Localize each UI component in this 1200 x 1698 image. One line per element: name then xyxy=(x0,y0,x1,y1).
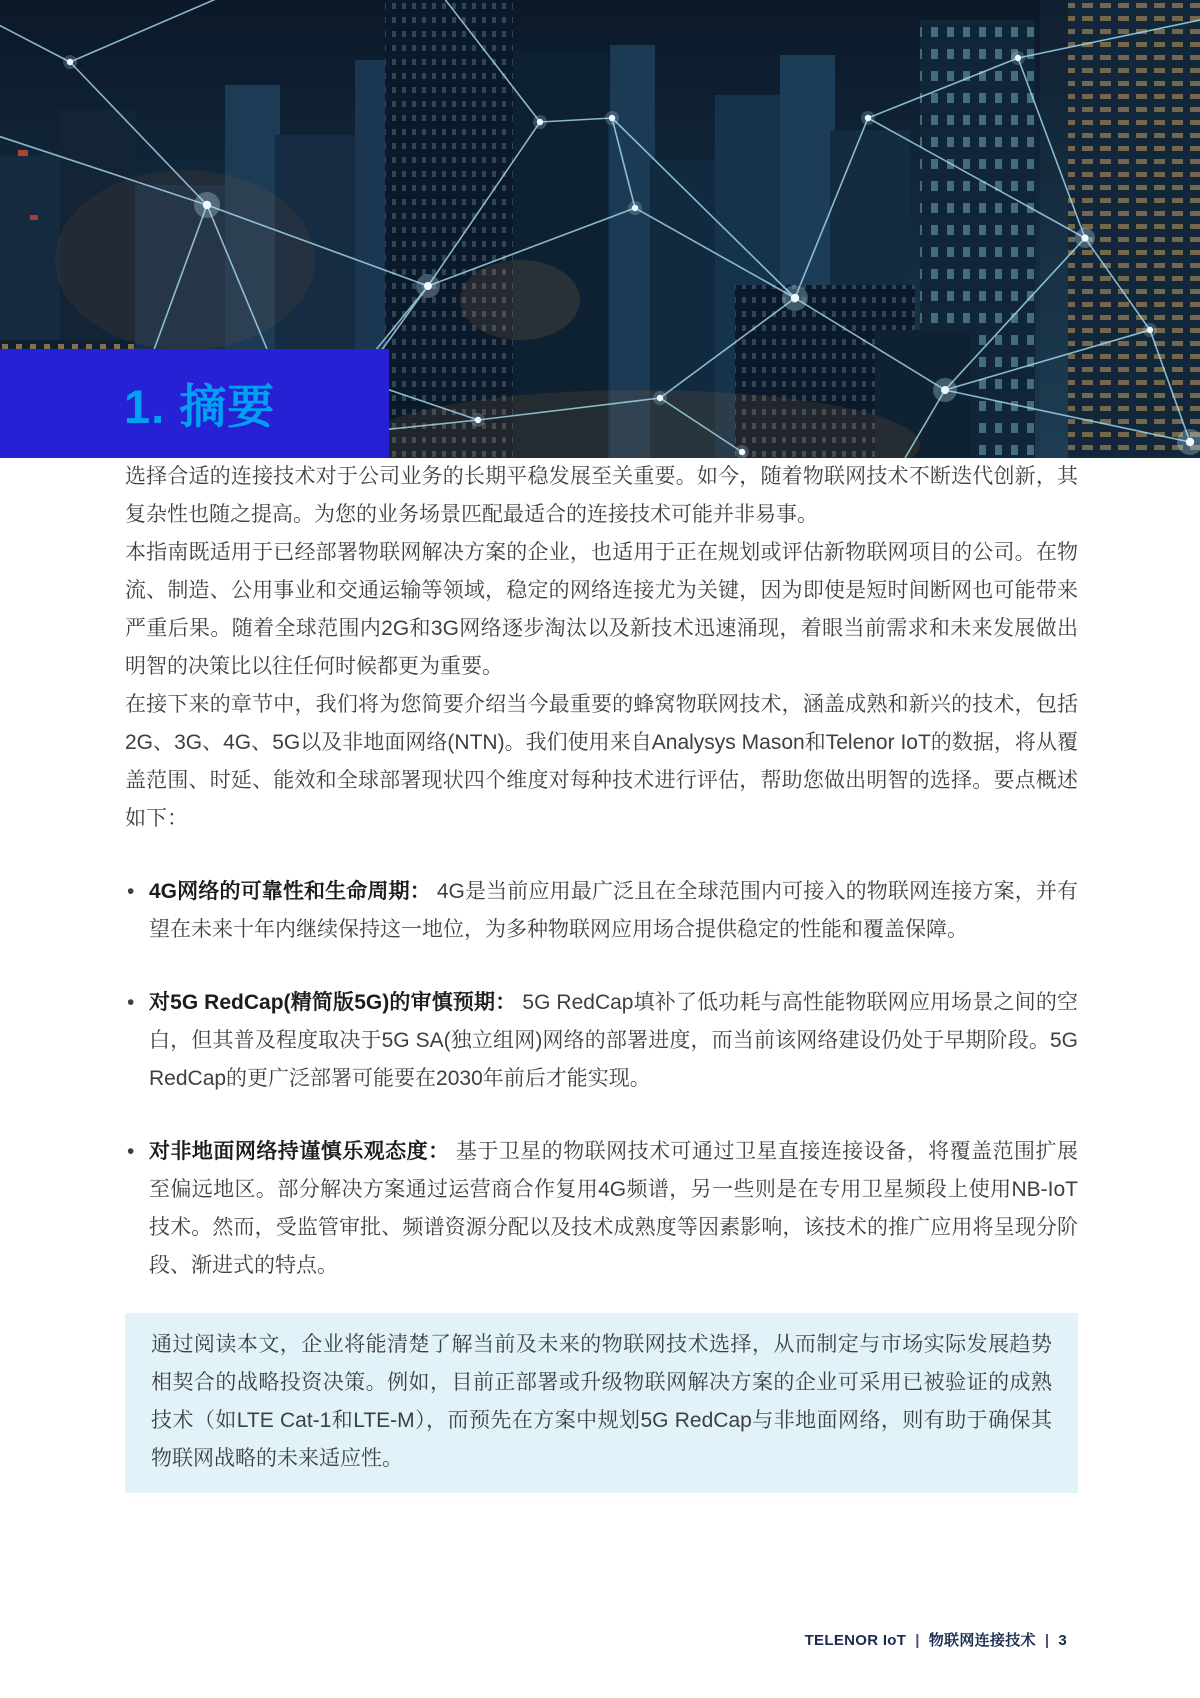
bullet-text: 4G是当前应用最广泛且在全球范围内可接入的物联网连接方案，并有望在未来十年内继续保持这一地位，为多种物联网应用场合提供稳定的性能和覆盖保障。 xyxy=(149,880,1079,941)
bullet-lead: 4G网络的可靠性和生命周期： xyxy=(149,880,431,903)
bullet-lead: 对非地面网络持谨慎乐观态度： xyxy=(149,1140,450,1163)
paragraph-chapter-preview: 在接下来的章节中，我们将为您简要介绍当今最重要的蜂窝物联网技术，涵盖成熟和新兴的技术，包括2G、3G、4G、5G以及非地面网络(NTN)。我们使用来自Analysys Mason和Telenor IoT的数据，将从覆盖范围、时延、能效和全球部署现状四个维度对每种技术进行评估，帮助您做出明智的选择。要点概述如下： xyxy=(125,693,1078,830)
footer-page-number: 3 xyxy=(1058,1632,1067,1649)
key-points-list xyxy=(125,873,1078,1285)
bullet-icon: • xyxy=(127,1140,135,1163)
page-content xyxy=(125,458,1078,1493)
bullet-icon: • xyxy=(127,991,135,1014)
bullet-lead: 对5G RedCap(精简版5G)的审慎预期： xyxy=(149,991,517,1014)
callout-box xyxy=(125,1313,1078,1493)
footer-separator: | xyxy=(1044,1632,1050,1649)
footer-brand: TELENOR IoT xyxy=(804,1632,907,1649)
list-item-ntn xyxy=(125,1133,1078,1285)
page-footer xyxy=(805,1629,1067,1650)
footer-doc-title: 物联网连接技术 xyxy=(928,1632,1036,1649)
paragraph-intro: 选择合适的连接技术对于公司业务的长期平稳发展至关重要。如今，随着物联网技术不断迭代创新，其复杂性也随之提高。为您的业务场景匹配最适合的连接技术可能并非易事。 xyxy=(125,465,1078,526)
paragraph-guide-scope: 本指南既适用于已经部署物联网解决方案的企业，也适用于正在规划或评估新物联网项目的公司。在物流、制造、公用事业和交通运输等领域，稳定的网络连接尤为关键，因为即使是短时间断网也可能带来严重后果。随着全球范围内2G和3G网络逐步淘汰以及新技术迅速涌现，着眼当前需求和未来发展做出明智的决策比以往任何时候都更为重要。 xyxy=(125,541,1078,678)
section-banner xyxy=(0,349,389,458)
callout-text: 通过阅读本文，企业将能清楚了解当前及未来的物联网技术选择，从而制定与市场实际发展趋势相契合的战略投资决策。例如，目前正部署或升级物联网解决方案的企业可采用已被验证的成熟技术（如LTE Cat-1和LTE-M），而预先在方案中规划5G RedCap与非地面网络，则有助于确保其物联网战略的未来适应性。 xyxy=(151,1333,1052,1470)
bullet-text: 5G RedCap填补了低功耗与高性能物联网应用场景之间的空白，但其普及程度取决于5G SA(独立组网)网络的部署进度，而当前该网络建设仍处于早期阶段。5G RedCap的更广泛部署可能要在2030年前后才能实现。 xyxy=(149,991,1078,1090)
bullet-icon: • xyxy=(127,880,135,903)
footer-separator: | xyxy=(915,1632,920,1649)
bullet-text: 基于卫星的物联网技术可通过卫星直接连接设备，将覆盖范围扩展至偏远地区。部分解决方案通过运营商合作复用4G频谱，另一些则是在专用卫星频段上使用NB-IoT技术。然而，受监管审批、频谱资源分配以及技术成熟度等因素影响，该技术的推广应用将呈现分阶段、渐进式的特点。 xyxy=(149,1140,1078,1277)
list-item-4g xyxy=(125,873,1078,949)
list-item-5g-redcap xyxy=(125,984,1078,1098)
section-title: 1. 摘要 xyxy=(124,380,276,433)
